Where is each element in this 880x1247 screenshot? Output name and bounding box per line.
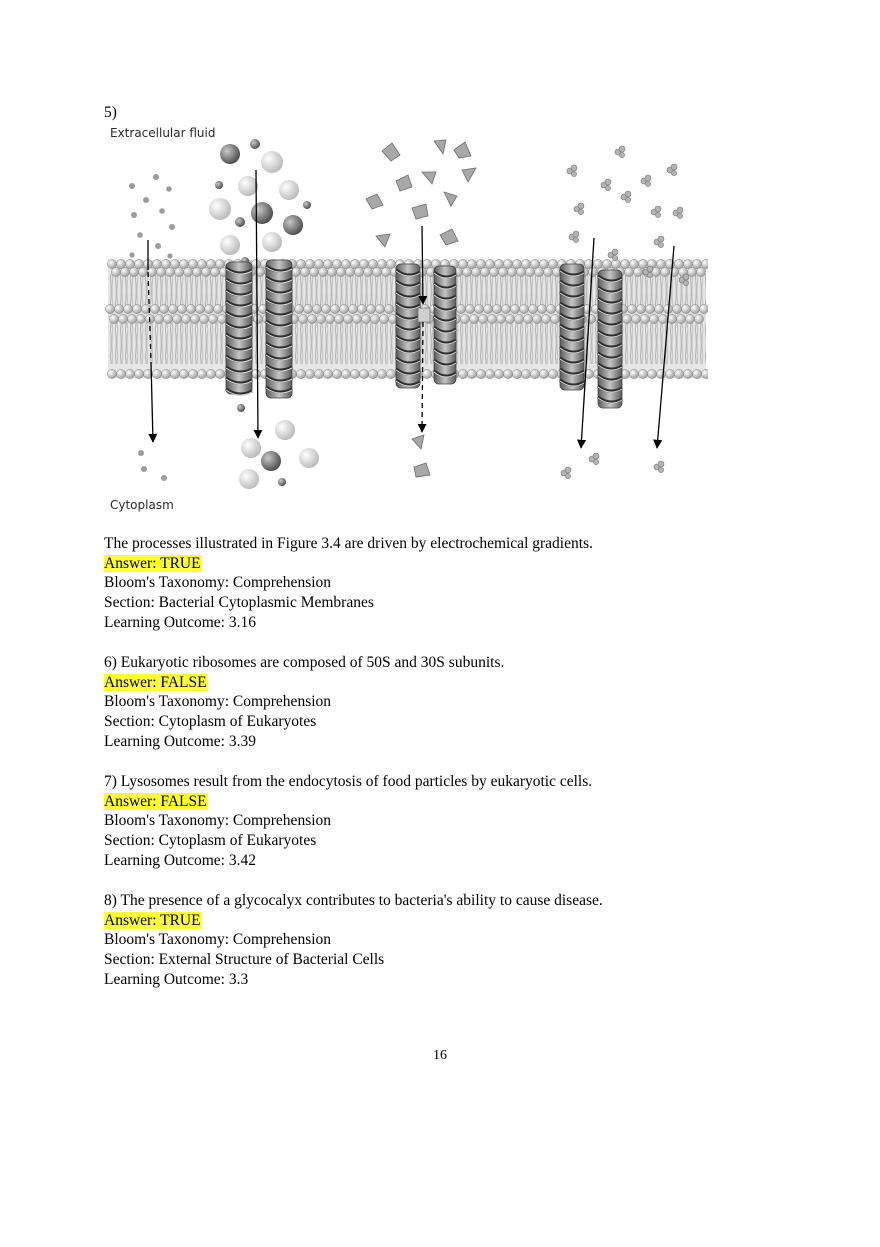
question-7-bloom: Bloom's Taxonomy: Comprehension [104, 812, 332, 830]
extracellular-fluid-label: Extracellular fluid [110, 126, 216, 140]
question-5-outcome: Learning Outcome: 3.16 [104, 613, 256, 631]
cytoplasm-label: Cytoplasm [110, 498, 174, 512]
question-6-outcome: Learning Outcome: 3.39 [104, 732, 256, 750]
question-7-answer: Answer: FALSE [104, 792, 207, 810]
question-8-section: Section: External Structure of Bacterial Cells [104, 951, 385, 969]
question-6-section: Section: Cytoplasm of Eukaryotes [104, 713, 317, 731]
question-7 [104, 772, 592, 871]
question-8-answer: Answer: TRUE [104, 911, 201, 929]
question-7-statement: 7) Lysosomes result from the endocytosis of food particles by eukaryotic cells. [104, 773, 593, 790]
page-number: 16 [433, 1048, 447, 1063]
question-6 [104, 653, 504, 752]
question-7-outcome: Learning Outcome: 3.42 [104, 851, 256, 869]
question-8 [104, 891, 603, 990]
question-7-section: Section: Cytoplasm of Eukaryotes [104, 832, 317, 850]
question-6-statement: 6) Eukaryotic ribosomes are composed of 50S and 30S subunits. [104, 654, 505, 671]
question-5-answer: Answer: TRUE [104, 554, 201, 572]
question-5-number: 5) [104, 104, 117, 121]
question-8-statement: 8) The presence of a glycocalyx contributes to bacteria's ability to cause disease. [104, 892, 603, 909]
carrier-bound-solute [418, 308, 430, 322]
question-5-statement: The processes illustrated in Figure 3.4 are driven by electrochemical gradients. [104, 535, 593, 552]
membrane-diagram [104, 122, 708, 517]
question-8-bloom: Bloom's Taxonomy: Comprehension [104, 931, 332, 949]
question-5-bloom: Bloom's Taxonomy: Comprehension [104, 574, 332, 592]
question-6-answer: Answer: FALSE [104, 673, 207, 691]
question-5-section: Section: Bacterial Cytoplasmic Membranes [104, 594, 374, 612]
question-5-details [104, 534, 593, 633]
question-8-outcome: Learning Outcome: 3.3 [104, 970, 249, 988]
membrane-transport-figure [104, 122, 708, 517]
question-6-bloom: Bloom's Taxonomy: Comprehension [104, 693, 332, 711]
